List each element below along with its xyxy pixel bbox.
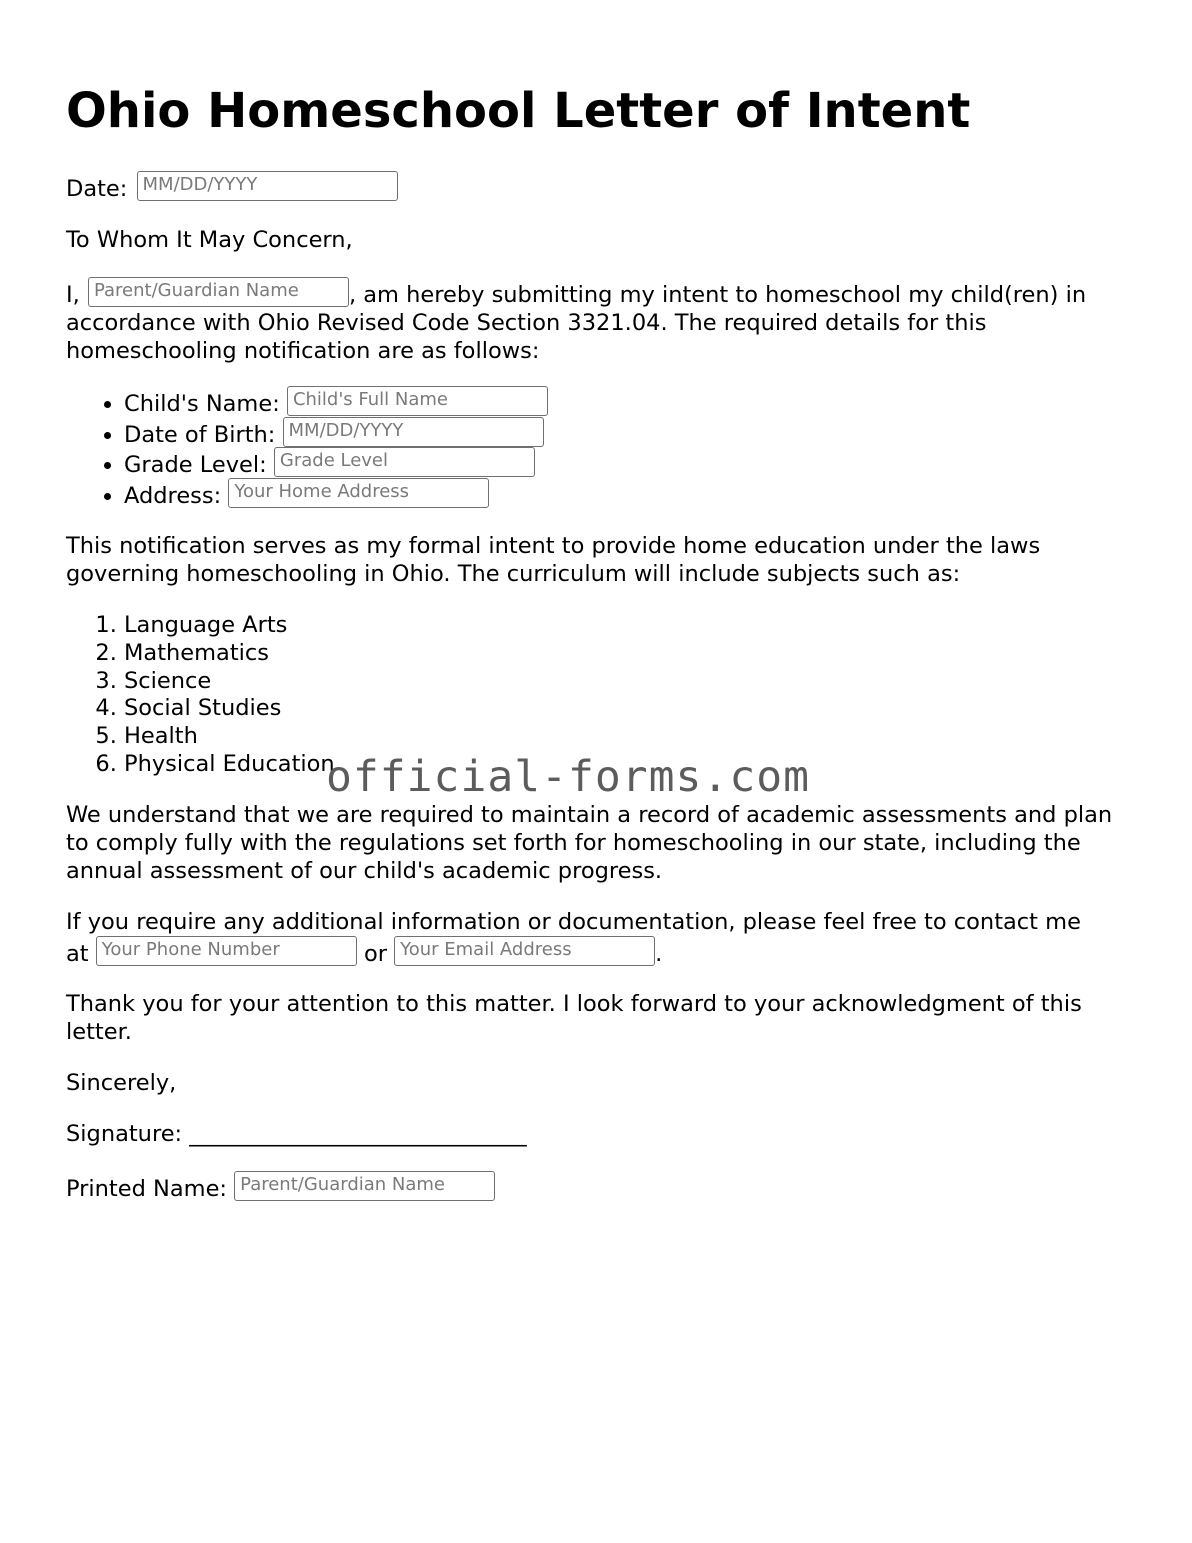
- intro-prefix: I,: [66, 282, 80, 308]
- signature-blank[interactable]: ______________________________: [189, 1121, 527, 1147]
- date-of-birth-label: Date of Birth:: [124, 421, 276, 448]
- date-input[interactable]: MM/DD/YYYY: [137, 171, 398, 201]
- intro-line-1: [66, 277, 1136, 309]
- childs-name-label: Child's Name:: [124, 391, 280, 417]
- details-list: [66, 386, 1192, 509]
- list-item: 3. Science: [124, 668, 1192, 696]
- list-item: [124, 447, 1192, 478]
- printed-name-input[interactable]: Parent/Guardian Name: [234, 1171, 495, 1201]
- parent-name-input[interactable]: Parent/Guardian Name: [88, 277, 349, 307]
- grade-level-label: Grade Level:: [124, 452, 267, 479]
- closing: Sincerely,: [66, 1070, 177, 1096]
- signature-line: [66, 1120, 1136, 1148]
- contact-at: at: [66, 941, 89, 967]
- list-item: 4. Social Studies: [124, 695, 1192, 723]
- list-item: [124, 478, 1192, 509]
- intro-rest: accordance with Ohio Revised Code Section 3321.04. The required details for this homeschooling notification are as follows:: [66, 310, 987, 364]
- list-item: 1. Language Arts: [124, 612, 1192, 640]
- signature-label: Signature:: [66, 1121, 183, 1147]
- contact-end: .: [655, 941, 663, 967]
- notification-paragraph: This notification serves as my formal intent to provide home education under the laws governing homeschooling in Ohio. The curriculum will include subjects such as:: [66, 533, 1041, 587]
- phone-input[interactable]: Your Phone Number: [96, 936, 357, 966]
- printed-name-label: Printed Name:: [66, 1176, 227, 1202]
- date-line: [66, 171, 1136, 203]
- assessment-paragraph: We understand that we are required to maintain a record of academic assessments and plan to comply fully with the regulations set forth for homeschooling in our state, including the annual assessment of our child's academic progress.: [66, 802, 1113, 884]
- salutation: To Whom It May Concern,: [66, 227, 353, 253]
- list-item: [124, 417, 1192, 448]
- email-input[interactable]: Your Email Address: [394, 936, 655, 966]
- list-item: 2. Mathematics: [124, 640, 1192, 668]
- contact-or: or: [363, 941, 387, 967]
- childs-name-input[interactable]: Child's Full Name: [287, 386, 548, 416]
- contact-line-2: [66, 936, 1136, 968]
- intro-line1-rest: , am hereby submitting my intent to homeschool my child(ren) in: [348, 282, 1087, 308]
- contact-line-1: If you require any additional information or documentation, please feel free to contact me: [66, 909, 1081, 935]
- page-title: Ohio Homeschool Letter of Intent: [66, 83, 971, 139]
- watermark: official-forms.com: [326, 752, 810, 802]
- address-label: Address:: [124, 483, 222, 510]
- thanks-paragraph: Thank you for your attention to this matter. I look forward to your acknowledgment of this letter.: [66, 991, 1082, 1045]
- printed-name-line: [66, 1171, 1136, 1203]
- list-item: [124, 386, 1192, 417]
- intro-paragraph: [66, 277, 1136, 365]
- address-input[interactable]: Your Home Address: [228, 478, 489, 508]
- list-item: 5. Health: [124, 723, 1192, 751]
- grade-level-input[interactable]: Grade Level: [274, 447, 535, 477]
- contact-paragraph: [66, 908, 1136, 968]
- date-of-birth-input[interactable]: MM/DD/YYYY: [283, 417, 544, 447]
- list-item: 6. Physical Education: [124, 751, 1192, 779]
- date-label: Date:: [66, 176, 128, 202]
